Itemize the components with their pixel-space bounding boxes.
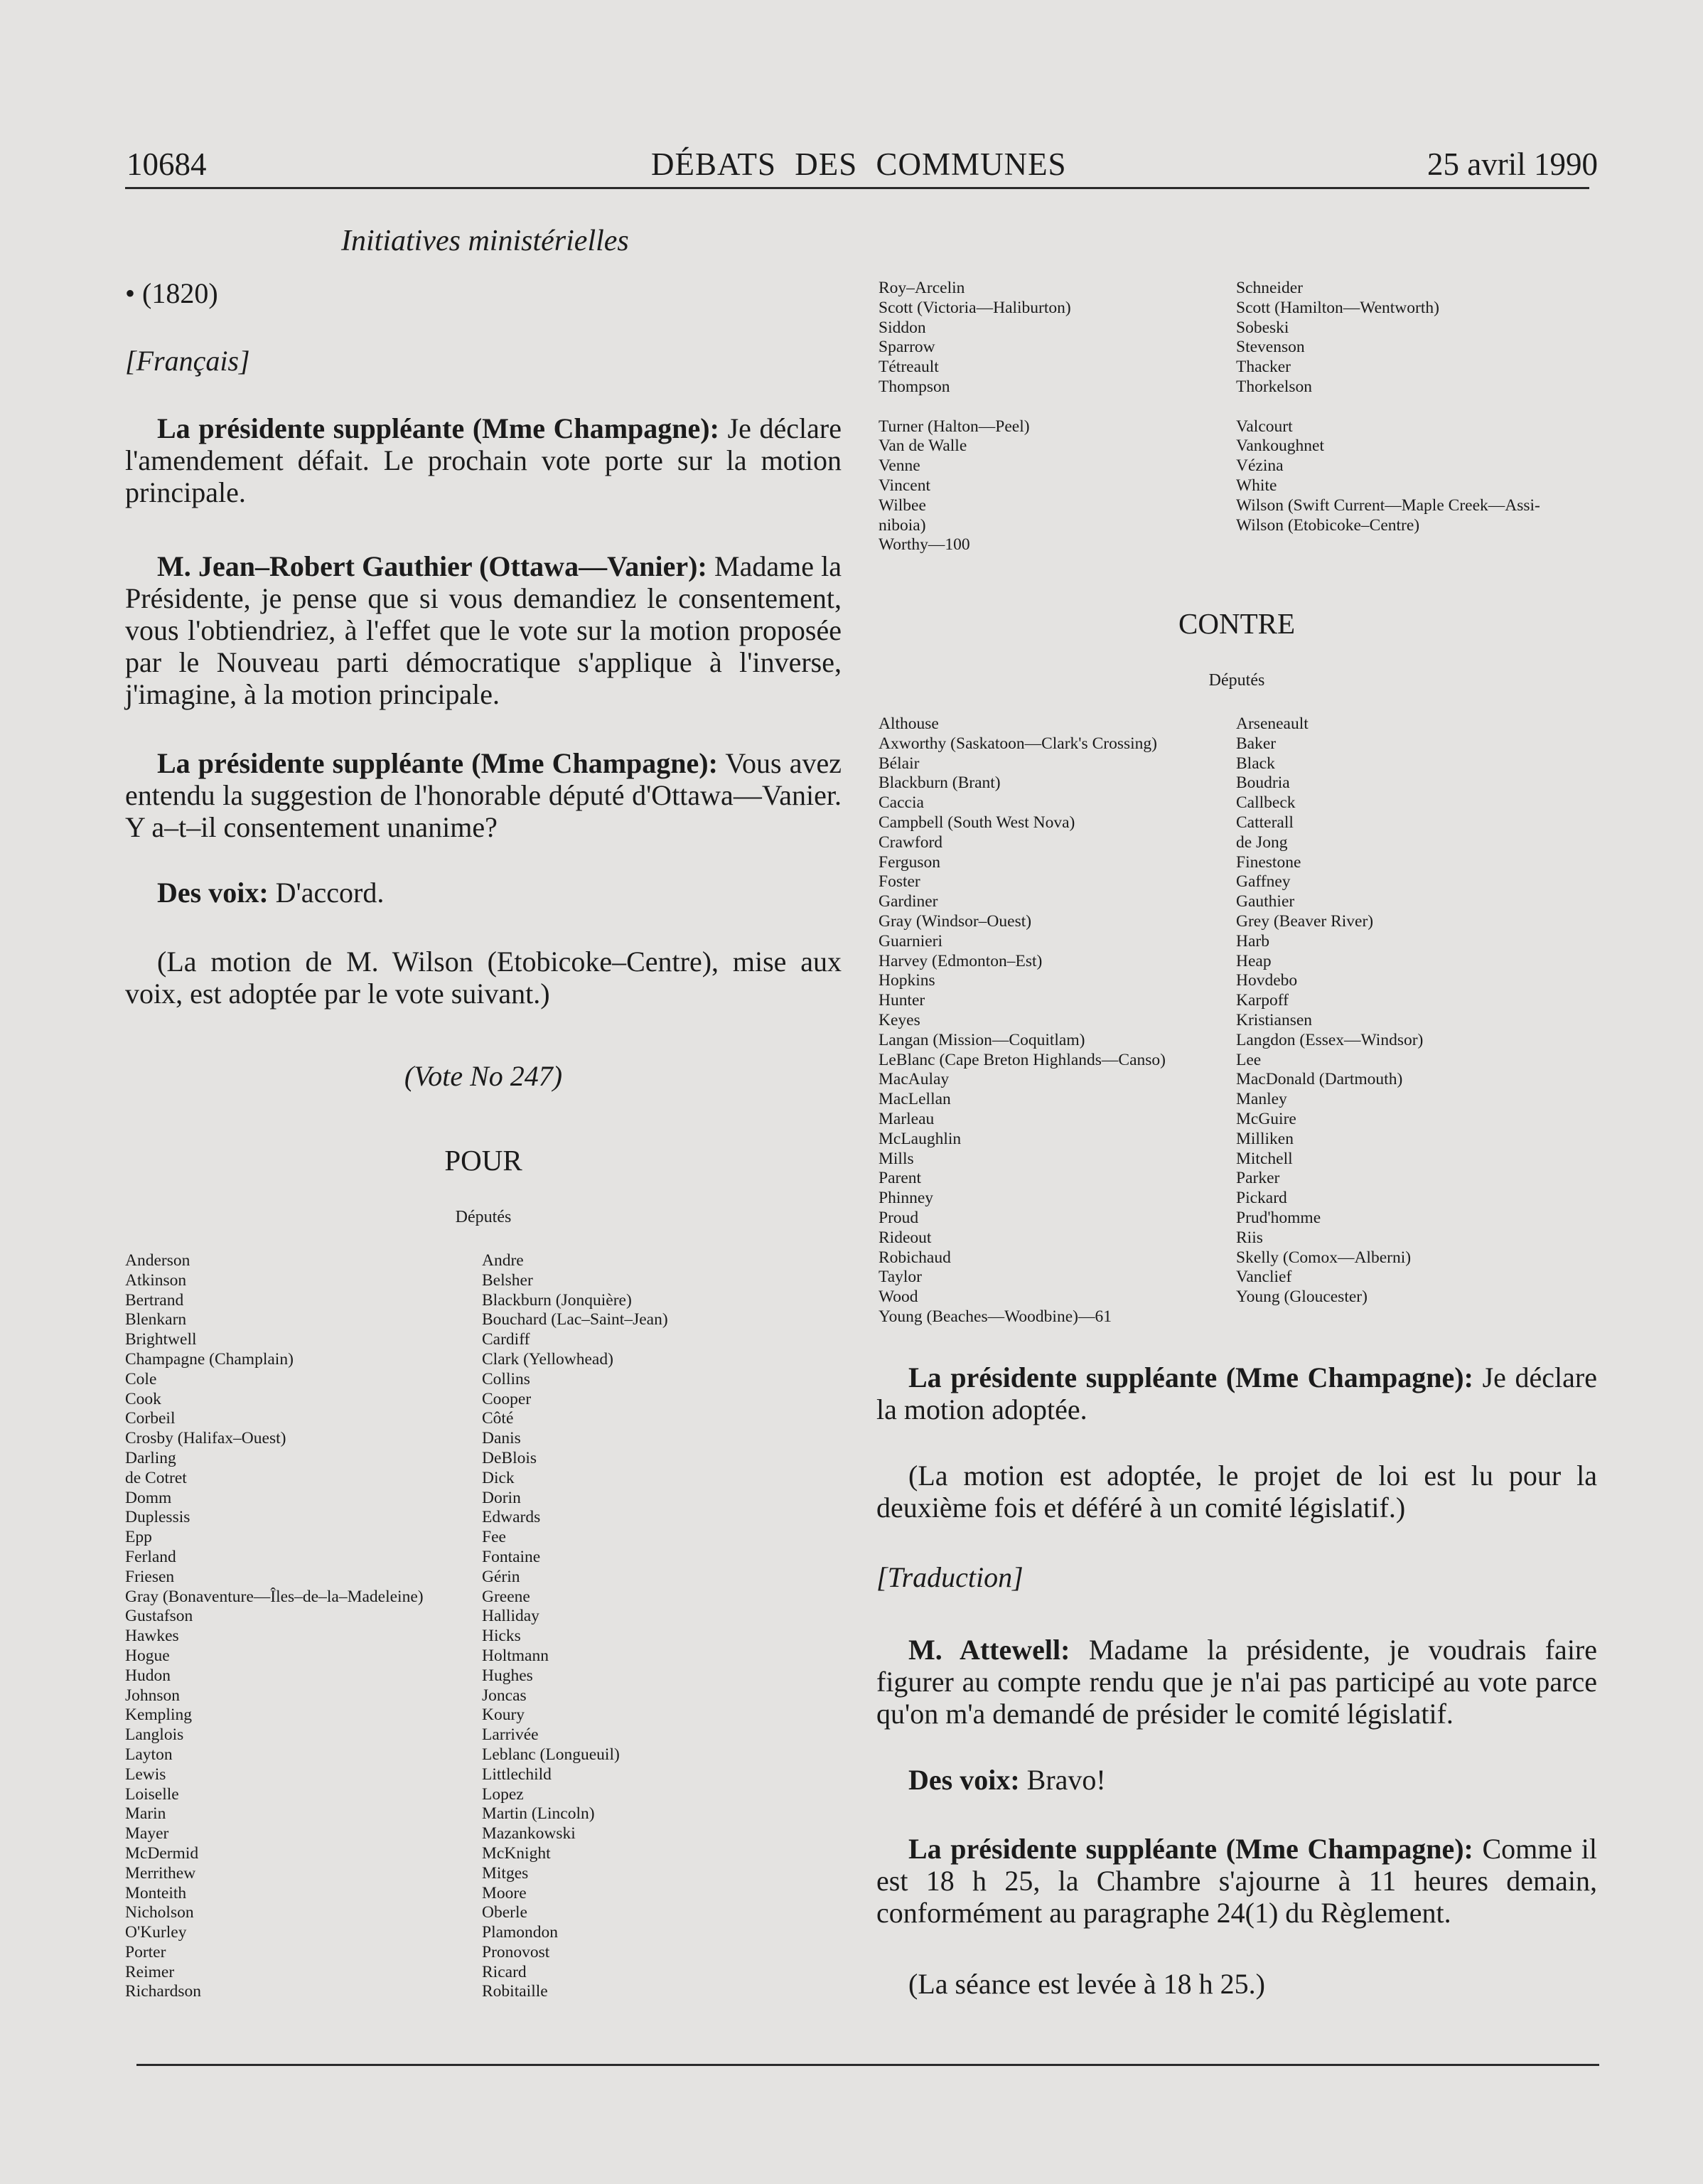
- member-name: Thompson: [879, 377, 950, 396]
- contre-heading: CONTRE: [1178, 607, 1295, 640]
- member-name: Cook: [125, 1389, 161, 1408]
- member-name: Mitchell: [1236, 1149, 1293, 1168]
- member-name: Parent: [879, 1169, 922, 1188]
- member-name: Finestone: [1236, 852, 1301, 872]
- member-name: Hughes: [482, 1666, 533, 1685]
- contre-list-col2: [1236, 714, 1423, 1307]
- page-date: 25 avril 1990: [1427, 146, 1598, 182]
- member-name: Taylor: [879, 1268, 922, 1287]
- member-name: Guarnieri: [879, 931, 943, 951]
- member-name: de Cotret: [125, 1468, 187, 1487]
- paragraph-r5: [876, 1833, 1597, 1929]
- member-name: Littlechild: [482, 1765, 552, 1784]
- member-name: Oberle: [482, 1903, 527, 1922]
- time-stamp: • (1820): [125, 277, 218, 309]
- member-name: Fee: [482, 1528, 506, 1547]
- paragraph-r6: [876, 1968, 1597, 2000]
- member-name: Callbeck: [1236, 793, 1296, 813]
- speech-text: Je déclare l'amendement défait. Le prochain vote porte sur la motion principale.: [125, 412, 842, 508]
- member-name: Andre: [482, 1251, 524, 1270]
- member-name: MacDonald (Dartmouth): [1236, 1070, 1403, 1089]
- member-name: Ferland: [125, 1547, 176, 1566]
- member-name: Hogue: [125, 1646, 170, 1665]
- member-name: Corbeil: [125, 1409, 176, 1428]
- member-name: Scott (Hamilton—Wentworth): [1236, 298, 1439, 317]
- pour-list-col1: [125, 1251, 424, 2002]
- speaker: La présidente suppléante (Mme Champagne):: [157, 412, 719, 444]
- member-name: Halliday: [482, 1607, 539, 1626]
- pour-list-col3: [879, 279, 1071, 555]
- member-name: Bertrand: [125, 1290, 184, 1310]
- member-name: Worthy—100: [879, 535, 970, 555]
- member-name: Hovdebo: [1236, 971, 1298, 990]
- member-name: Axworthy (Saskatoon—Clark's Crossing): [879, 734, 1157, 753]
- member-name: Riis: [1236, 1228, 1263, 1247]
- member-name: Robichaud: [879, 1248, 951, 1267]
- member-name: Siddon: [879, 318, 926, 337]
- paragraph-r1: [876, 1361, 1597, 1425]
- member-name: Heap: [1236, 951, 1272, 970]
- member-name: Gérin: [482, 1567, 520, 1586]
- member-name: Rideout: [879, 1228, 932, 1247]
- speaker: M. Jean–Robert Gauthier (Ottawa—Vanier):: [157, 550, 707, 582]
- paragraph-1: [125, 412, 842, 508]
- member-name: Sobeski: [1236, 318, 1289, 337]
- member-name: Gray (Windsor–Ouest): [879, 911, 1032, 931]
- speaker: La présidente suppléante (Mme Champagne):: [908, 1361, 1473, 1393]
- member-name: Gray (Bonaventure—Îles–de–la–Madeleine): [125, 1587, 424, 1606]
- member-name: Fontaine: [482, 1547, 541, 1566]
- member-name: Hawkes: [125, 1627, 179, 1646]
- member-name: Vincent: [879, 476, 930, 495]
- member-name: Wilson (Etobicoke–Centre): [1236, 515, 1420, 535]
- member-name: Blackburn (Jonquière): [482, 1290, 632, 1310]
- member-name: Gaffney: [1236, 872, 1291, 892]
- pour-heading: POUR: [444, 1144, 522, 1177]
- paragraph-r4: [876, 1764, 1597, 1796]
- pour-list-col4: [1236, 279, 1540, 535]
- member-name: Layton: [125, 1745, 173, 1764]
- motion-adopted-text: (La motion est adoptée, le projet de loi est lu pour la deuxième fois et déféré à un comité législatif.): [876, 1460, 1597, 1524]
- page-number: 10684: [127, 146, 207, 182]
- member-name: Koury: [482, 1706, 525, 1725]
- member-name: Prud'homme: [1236, 1208, 1321, 1227]
- member-name: Black: [1236, 754, 1275, 773]
- member-name: Cole: [125, 1369, 157, 1388]
- member-name: Sparrow: [879, 338, 935, 357]
- member-name: [1236, 397, 1540, 417]
- member-name: McDermid: [125, 1843, 199, 1863]
- member-name: Monteith: [125, 1883, 187, 1902]
- member-name: Stevenson: [1236, 338, 1305, 357]
- member-name: Bélair: [879, 754, 920, 773]
- member-name: Vanclief: [1236, 1268, 1292, 1287]
- member-name: Crosby (Halifax–Ouest): [125, 1429, 286, 1448]
- member-name: Lewis: [125, 1765, 166, 1784]
- member-name: Cooper: [482, 1389, 532, 1408]
- member-name: Tétreault: [879, 358, 939, 377]
- member-name: Belsher: [482, 1270, 533, 1290]
- member-name: Blenkarn: [125, 1310, 187, 1329]
- member-name: Mazankowski: [482, 1824, 576, 1843]
- member-name: Keyes: [879, 1010, 920, 1029]
- paragraph-5: [125, 946, 842, 1010]
- member-name: Turner (Halton—Peel): [879, 417, 1030, 436]
- member-name: Reimer: [125, 1962, 175, 1981]
- speaker: Des voix:: [157, 877, 269, 909]
- member-name: Manley: [1236, 1090, 1287, 1109]
- member-name: Nicholson: [125, 1903, 194, 1922]
- member-name: Clark (Yellowhead): [482, 1349, 613, 1369]
- language-note-traduction: [Traduction]: [876, 1561, 1024, 1593]
- member-name: Darling: [125, 1448, 176, 1467]
- member-name: Young (Gloucester): [1236, 1288, 1368, 1307]
- member-name: LeBlanc (Cape Breton Highlands—Canso): [879, 1050, 1166, 1069]
- speaker: Des voix:: [908, 1764, 1020, 1796]
- member-name: Friesen: [125, 1567, 175, 1586]
- paragraph-r3: [876, 1634, 1597, 1730]
- member-name: Proud: [879, 1208, 919, 1227]
- pour-deputes-label: Députés: [455, 1208, 512, 1226]
- member-name: Harvey (Edmonton–Est): [879, 951, 1043, 970]
- header-rule: [125, 187, 1589, 189]
- member-name: Valcourt: [1236, 417, 1293, 436]
- member-name: Arseneault: [1236, 714, 1309, 733]
- member-name: Edwards: [482, 1508, 541, 1527]
- member-name: Larrivée: [482, 1725, 539, 1745]
- member-name: Young (Beaches—Woodbine)—61: [879, 1307, 1112, 1326]
- paragraph-r2: [876, 1460, 1597, 1524]
- member-name: Skelly (Comox—Alberni): [1236, 1248, 1412, 1267]
- member-name: Van de Walle: [879, 437, 967, 456]
- member-name: Dorin: [482, 1488, 521, 1507]
- member-name: Boudria: [1236, 774, 1290, 793]
- paragraph-4: [125, 877, 842, 909]
- member-name: Wood: [879, 1288, 918, 1307]
- member-name: Langan (Mission—Coquitlam): [879, 1030, 1085, 1049]
- member-name: Collins: [482, 1369, 530, 1388]
- section-heading: Initiatives ministérielles: [341, 225, 629, 257]
- pour-list-col2: [482, 1251, 668, 2002]
- member-name: Gardiner: [879, 892, 938, 911]
- member-name: Gauthier: [1236, 892, 1295, 911]
- member-name: Porter: [125, 1942, 166, 1961]
- speaker: La présidente suppléante (Mme Champagne):: [157, 747, 718, 779]
- speech-text: D'accord.: [275, 877, 385, 909]
- speech-text: Madame la Présidente, je pense que si vous demandiez le consentement, vous l'obtiendriez, à l'effet que le vote sur la motion proposée par le Nouveau parti démocratique s'applique à l'inverse, j'imagine, à la motion principale.: [125, 550, 842, 710]
- speaker: La présidente suppléante (Mme Champagne):: [908, 1833, 1473, 1865]
- member-name: Lee: [1236, 1050, 1262, 1069]
- member-name: Johnson: [125, 1686, 181, 1705]
- member-name: Wilson (Swift Current—Maple Creek—Assi-: [1236, 496, 1540, 515]
- member-name: Moore: [482, 1883, 527, 1902]
- speech-text: Madame la présidente, je voudrais faire figurer au compte rendu que je n'ai pas participé au vote parce qu'on m'a demandé de présider le comité législatif.: [876, 1634, 1598, 1730]
- member-name: Kempling: [125, 1706, 192, 1725]
- member-name: DeBlois: [482, 1448, 537, 1467]
- member-name: Gustafson: [125, 1607, 193, 1626]
- member-name: Grey (Beaver River): [1236, 911, 1374, 931]
- member-name: Danis: [482, 1429, 521, 1448]
- member-name: Kristiansen: [1236, 1010, 1313, 1029]
- member-name: Hunter: [879, 991, 925, 1010]
- member-name: Robitaille: [482, 1982, 548, 2001]
- speech-text: Bravo!: [1026, 1764, 1106, 1796]
- member-name: Hudon: [125, 1666, 171, 1685]
- speaker: M. Attewell:: [908, 1634, 1070, 1666]
- member-name: Atkinson: [125, 1270, 187, 1290]
- member-name: Brightwell: [125, 1330, 197, 1349]
- paragraph-3: [125, 747, 842, 843]
- member-name: Anderson: [125, 1251, 190, 1270]
- member-name: MacAulay: [879, 1070, 950, 1089]
- member-name: Venne: [879, 456, 920, 476]
- member-name: Parker: [1236, 1169, 1280, 1188]
- journal-title: DÉBATS DES COMMUNES: [651, 146, 1067, 182]
- member-name: Langdon (Essex—Windsor): [1236, 1030, 1424, 1049]
- member-name: Hopkins: [879, 971, 935, 990]
- member-name: MacLellan: [879, 1090, 951, 1109]
- member-name: niboia): [879, 515, 926, 535]
- member-name: Pronovost: [482, 1942, 550, 1961]
- member-name: Greene: [482, 1587, 530, 1606]
- member-name: Duplessis: [125, 1508, 190, 1527]
- member-name: Schneider: [1236, 279, 1303, 297]
- member-name: O'Kurley: [125, 1923, 187, 1942]
- contre-deputes-label: Députés: [1208, 671, 1265, 690]
- member-name: Dick: [482, 1468, 515, 1487]
- member-name: Mitges: [482, 1863, 529, 1883]
- member-name: Baker: [1236, 734, 1277, 753]
- member-name: Althouse: [879, 714, 939, 733]
- member-name: Marin: [125, 1804, 166, 1824]
- member-name: Foster: [879, 872, 920, 892]
- member-name: Wilbee: [879, 496, 926, 515]
- member-name: Caccia: [879, 793, 924, 813]
- member-name: Epp: [125, 1528, 152, 1547]
- member-name: Hicks: [482, 1627, 521, 1646]
- member-name: de Jong: [1236, 833, 1288, 852]
- member-name: Martin (Lincoln): [482, 1804, 595, 1824]
- member-name: Mayer: [125, 1824, 169, 1843]
- member-name: White: [1236, 476, 1277, 495]
- member-name: Leblanc (Longueuil): [482, 1745, 620, 1764]
- member-name: Vankoughnet: [1236, 437, 1325, 456]
- member-name: Cardiff: [482, 1330, 530, 1349]
- member-name: Catterall: [1236, 813, 1294, 832]
- member-name: Pickard: [1236, 1189, 1287, 1208]
- member-name: Côté: [482, 1409, 514, 1428]
- member-name: McLaughlin: [879, 1129, 962, 1148]
- member-name: Crawford: [879, 833, 943, 852]
- member-name: Milliken: [1236, 1129, 1294, 1148]
- motion-result-text: (La motion de M. Wilson (Etobicoke–Centre), mise aux voix, est adoptée par le vote suivant.): [125, 946, 842, 1010]
- vote-title: (Vote No 247): [404, 1060, 563, 1092]
- sitting-adjourned-text: (La séance est levée à 18 h 25.): [908, 1968, 1265, 2000]
- member-name: Richardson: [125, 1982, 202, 2001]
- speech-text: Je déclare la motion adoptée.: [876, 1361, 1597, 1425]
- member-name: Bouchard (Lac–Saint–Jean): [482, 1310, 668, 1329]
- member-name: Harb: [1236, 931, 1269, 951]
- member-name: Thacker: [1236, 358, 1291, 377]
- member-name: Blackburn (Brant): [879, 774, 1001, 793]
- member-name: Merrithew: [125, 1863, 196, 1883]
- member-name: Lopez: [482, 1784, 524, 1804]
- member-name: Loiselle: [125, 1784, 179, 1804]
- member-name: Plamondon: [482, 1923, 559, 1942]
- speech-text: Vous avez entendu la suggestion de l'honorable député d'Ottawa—Vanier. Y a–t–il consentement unanime?: [125, 747, 842, 843]
- paragraph-2: [125, 550, 842, 710]
- member-name: Langlois: [125, 1725, 184, 1745]
- member-name: Marleau: [879, 1109, 935, 1128]
- speech-text: Comme il est 18 h 25, la Chambre s'ajourne à 11 heures demain, conformément au paragraphe 24(1) du Règlement.: [876, 1833, 1598, 1929]
- member-name: Mills: [879, 1149, 914, 1168]
- member-name: McKnight: [482, 1843, 551, 1863]
- member-name: Ferguson: [879, 852, 941, 872]
- contre-list-col1: [879, 714, 1166, 1327]
- member-name: Phinney: [879, 1189, 934, 1208]
- member-name: Scott (Victoria—Haliburton): [879, 298, 1071, 317]
- member-name: Vézina: [1236, 456, 1284, 476]
- member-name: Karpoff: [1236, 991, 1289, 1010]
- member-name: McGuire: [1236, 1109, 1296, 1128]
- language-note-french: [Français]: [125, 345, 250, 377]
- member-name: Ricard: [482, 1962, 527, 1981]
- member-name: Campbell (South West Nova): [879, 813, 1075, 832]
- member-name: [879, 397, 1071, 417]
- member-name: Thorkelson: [1236, 377, 1313, 396]
- member-name: Domm: [125, 1488, 172, 1507]
- member-name: Holtmann: [482, 1646, 549, 1665]
- footer-rule: [136, 2064, 1599, 2066]
- member-name: Joncas: [482, 1686, 527, 1705]
- member-name: Champagne (Champlain): [125, 1349, 294, 1369]
- member-name: Roy–Arcelin: [879, 279, 965, 297]
